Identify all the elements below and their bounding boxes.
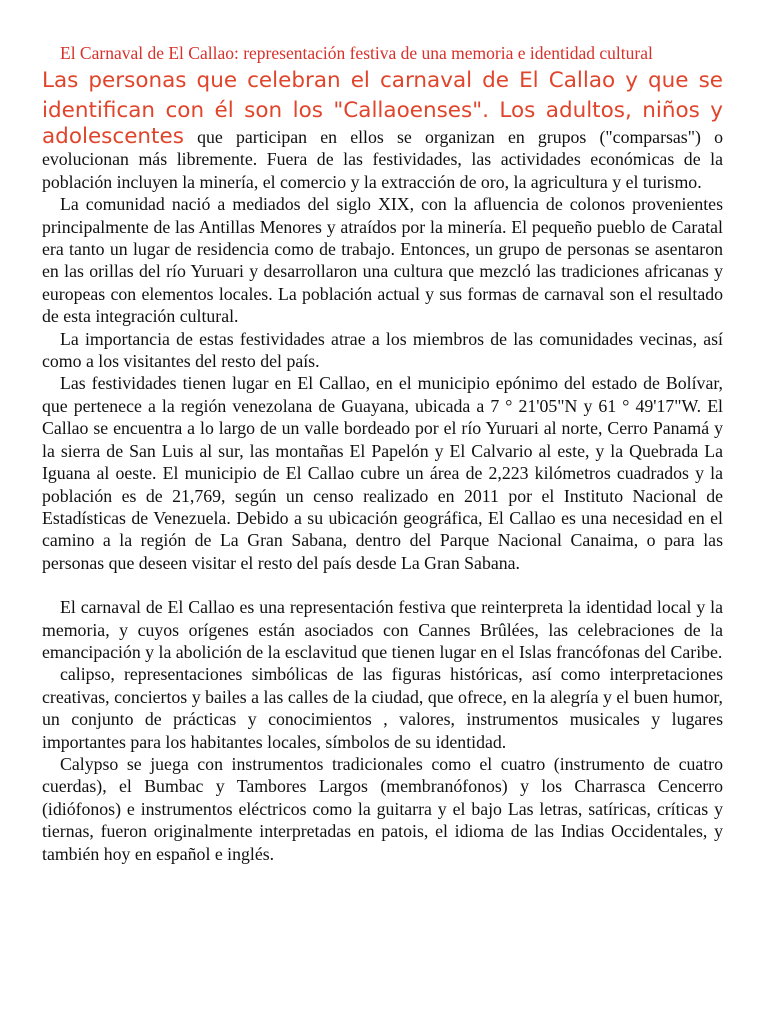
lead-continuation [42, 126, 723, 193]
paragraph-calipso: calipso, representaciones simbólicas de las figuras históricas, así como interpretaciones creativas, conciertos y bailes a las calles de la ciudad, que ofrece, en la alegría y el buen humor, un conjunto de prácticas y conocimientos , valores, instrumentos musicales y lugares importantes para los habitantes locales, símbolos de su identidad. [42, 664, 723, 752]
paragraph-importance: La importancia de estas festividades atrae a los miembros de las comunidades vecinas, así como a los visitantes del resto del país. [42, 328, 723, 372]
lead-line-1: Las personas que celebran el carnaval de El Callao y que se [42, 68, 723, 93]
lead-word-adolescentes: adolescentes [42, 124, 184, 149]
document-page [42, 42, 723, 865]
paragraph-spacer [42, 574, 723, 596]
lead-line-2: identifican con él son los "Callaoenses". Los adultos, niños y [42, 98, 723, 123]
paragraph-location: Las festividades tienen lugar en El Callao, en el municipio epónimo del estado de Bolívar, que pertenece a la región venezolana de Guayana, ubicada a 7 ° 21'05"N y 61 ° 49'17"W. El Callao se encuentra a lo largo de un valle bordeado por el río Yuruari al norte, Cerro Panamá y la sierra de San Luis al sur, las montañas El Papelón y El Calvario al este, y la Quebrada La Iguana al oeste. El municipio de El Callao cubre un área de 2,223 kilómetros cuadrados y la población es de 21,769, según un censo realizado en 2011 por el Instituto Nacional de Estadísticas de Venezuela. Debido a su ubicación geográfica, El Callao es una necesidad en el camino a la región de La Gran Sabana, dentro del Parque Nacional Canaima, o para las personas que deseen visitar el resto del país desde La Gran Sabana. [42, 373, 723, 573]
lead-rest-text: que participan en ellos se organizan en grupos ("comparsas") o evolucionan más libremente. Fuera de las festividades, las actividades económicas de la población incluyen la minería, el comercio y la extracción de oro, la agricultura y el turismo. [42, 127, 723, 192]
paragraph-instruments: Calypso se juega con instrumentos tradicionales como el cuatro (instrumento de cuatro cuerdas), el Bumbac y Tambores Largos (membranófonos) y los Charrasca Cencerro (idiófonos) e instrumentos eléctricos como la guitarra y el bajo Las letras, satíricas, críticas y tiernas, fueron originalmente interpretadas en patois, el idioma de las Indias Occidentales, y también hoy en español e inglés. [42, 753, 723, 864]
paragraph-origins: La comunidad nació a mediados del siglo XIX, con la afluencia de colonos provenientes principalmente de las Antillas Menores y atraídos por la minería. El pequeño pueblo de Caratal era tanto un lugar de residencia como de trabajo. Entonces, un grupo de personas se asentaron en las orillas del río Yuruari y desarrollaron una cultura que mezcló las tradiciones africanas y europeas con elementos locales. La población actual y sus formas de carnaval son el resultado de esta integración cultural. [42, 194, 723, 327]
paragraph-carnival-identity: El carnaval de El Callao es una representación festiva que reinterpreta la identidad local y la memoria, y cuyos orígenes están asociados con Cannes Brûlées, las celebraciones de la emancipación y la abolición de la esclavitud que tienen lugar en el Islas francófonas del Caribe. [42, 597, 723, 662]
lead-paragraph [42, 66, 723, 193]
document-title: El Carnaval de El Callao: representación festiva de una memoria e identidad cultural [60, 43, 653, 63]
